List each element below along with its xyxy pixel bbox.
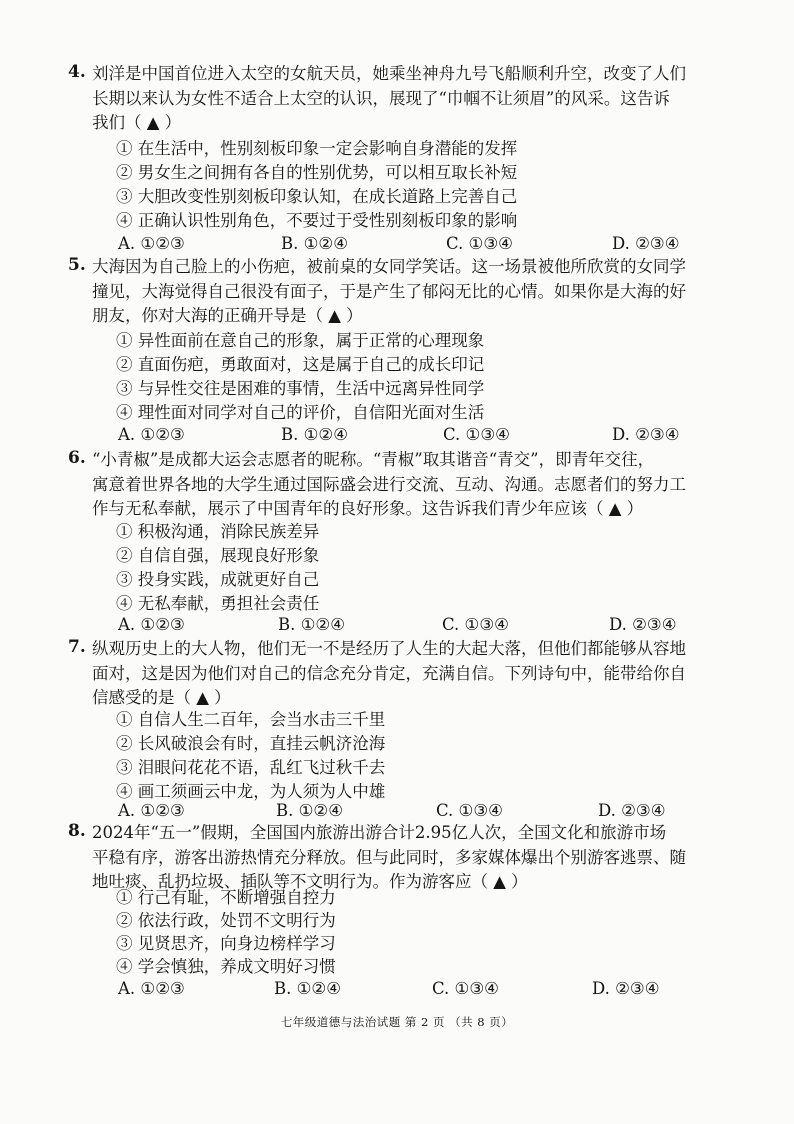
question-text-line: 纵观历史上的大人物，他们无一不是经历了人生的大起大落，但他们都能够从容地 [92, 639, 686, 658]
option-statement: ① 异性面前在意自己的形象，属于正常的心理现象 [116, 331, 485, 350]
choice-c: C. ①③④ [443, 425, 510, 444]
choice-b: B. ①②④ [281, 234, 348, 253]
choice-c: C. ①③④ [432, 979, 499, 998]
choice-a: A. ①②③ [118, 615, 185, 634]
answer-choices [118, 615, 738, 637]
question-text-line: 2024年“五一”假期，全国国内旅游出游合计2.95亿人次，全国文化和旅游市场 [92, 823, 667, 842]
option-statement: ③ 泪眼问花花不语，乱红飞过秋千去 [116, 758, 386, 777]
option-statement: ② 长风破浪会有时，直挂云帆济沧海 [116, 734, 386, 753]
choice-d: D. ②③④ [592, 979, 660, 998]
option-statement: ③ 投身实践，成就更好自己 [116, 570, 320, 589]
question-text-line: 面对，这是因为他们对自己的信念充分肯定，充满自信。下列诗句中，能带给你自 [92, 663, 686, 683]
choice-c: C. ①③④ [436, 801, 503, 820]
question-text-line: “小青椒”是成都大运会志愿者的昵称。“青椒”取其谐音“青交”，即青年交往， [92, 450, 655, 469]
question-text-line: 大海因为自己脸上的小伤疤，被前桌的女同学笑话。这一场景被他所欣赏的女同学 [92, 257, 686, 276]
choice-d: D. ②③④ [609, 615, 677, 634]
option-statement: ② 直面伤疤，勇敢面对，这是属于自己的成长印记 [116, 355, 485, 374]
question-7 [68, 637, 742, 711]
option-statement: ④ 正确认识性别角色，不要过于受性别刻板印象的影响 [116, 211, 518, 230]
choice-c: C. ①③④ [446, 234, 513, 253]
question-number: 4. [68, 62, 86, 82]
choice-d: D. ②③④ [598, 801, 666, 820]
option-statement: ③ 见贤思齐，向身边榜样学习 [116, 934, 336, 953]
option-statement: ④ 学会慎独，养成文明好习惯 [116, 957, 336, 976]
question-text-line: 刘洋是中国首位进入太空的女航天员，她乘坐神舟九号飞船顺利升空，改变了人们 [92, 64, 686, 83]
question-text-line: 撞见，大海觉得自己很没有面子，于是产生了郁闷无比的心情。如果你是大海的好 [92, 281, 686, 301]
question-4 [68, 62, 742, 136]
choice-a: A. ①②③ [118, 234, 185, 253]
choice-b: B. ①②④ [276, 801, 343, 820]
choice-d: D. ②③④ [612, 425, 680, 444]
choice-c: C. ①③④ [442, 615, 509, 634]
choice-d: D. ②③④ [612, 234, 680, 253]
choice-a: A. ①②③ [118, 801, 185, 820]
answer-choices [118, 801, 738, 823]
question-8 [68, 821, 742, 895]
question-5 [68, 255, 742, 329]
option-statement: ④ 画工须画云中龙，为人须为人中雄 [116, 782, 386, 801]
option-statement: ① 积极沟通，消除民族差异 [116, 522, 320, 541]
choice-a: A. ①②③ [118, 425, 185, 444]
question-number: 8. [68, 821, 86, 841]
question-number: 5. [68, 255, 86, 275]
question-text-line: 长期以来认为女性不适合上太空的认识，展现了“巾帼不让须眉”的风采。这告诉 [92, 88, 670, 108]
question-text-line: 寓意着世界各地的大学生通过国际盛会进行交流、互动、沟通。志愿者们的努力工 [92, 474, 686, 494]
question-number: 6. [68, 448, 86, 468]
choice-b: B. ①②④ [281, 425, 348, 444]
answer-choices [118, 234, 738, 256]
question-text-line: 信感受的是（ ▲ ） [92, 688, 231, 707]
answer-choices [118, 979, 738, 1001]
page-footer: 七年级道德与法治试题 第 2 页 （共 8 页） [280, 1015, 514, 1029]
question-text-line: 地吐痰、乱扔垃圾、插队等不文明行为。作为游客应（ ▲ ） [92, 872, 528, 891]
choice-b: B. ①②④ [274, 979, 341, 998]
option-statement: ③ 与异性交往是困难的事情，生活中远离异性同学 [116, 379, 485, 398]
question-text-line: 我们（ ▲ ） [92, 113, 182, 132]
question-text-line: 平稳有序，游客出游热情充分释放。但与此同时，多家媒体爆出个别游客逃票、随 [92, 847, 686, 867]
option-statement: ④ 理性面对同学对自己的评价，自信阳光面对生活 [116, 403, 485, 422]
question-text-line: 朋友，你对大海的正确开导是（ ▲ ） [92, 306, 363, 325]
option-statement: ① 自信人生二百年，会当水击三千里 [116, 710, 386, 729]
question-number: 7. [68, 637, 86, 657]
option-statement: ② 自信自强，展现良好形象 [116, 546, 320, 565]
choice-a: A. ①②③ [118, 979, 185, 998]
option-statement: ② 男女生之间拥有各自的性别优势，可以相互取长补短 [116, 163, 518, 182]
option-statement: ③ 大胆改变性别刻板印象认知，在成长道路上完善自己 [116, 187, 518, 206]
option-statement: ① 在生活中，性别刻板印象一定会影响自身潜能的发挥 [116, 139, 518, 158]
option-statement: ① 行己有耻，不断增强自控力 [116, 888, 336, 907]
choice-b: B. ①②④ [278, 615, 345, 634]
option-statement: ② 依法行政，处罚不文明行为 [116, 911, 336, 930]
option-statement: ④ 无私奉献，勇担社会责任 [116, 594, 320, 613]
answer-choices [118, 425, 738, 447]
question-text-line: 作与无私奉献，展示了中国青年的良好形象。这告诉我们青少年应该（ ▲ ） [92, 499, 644, 518]
question-6 [68, 448, 742, 522]
